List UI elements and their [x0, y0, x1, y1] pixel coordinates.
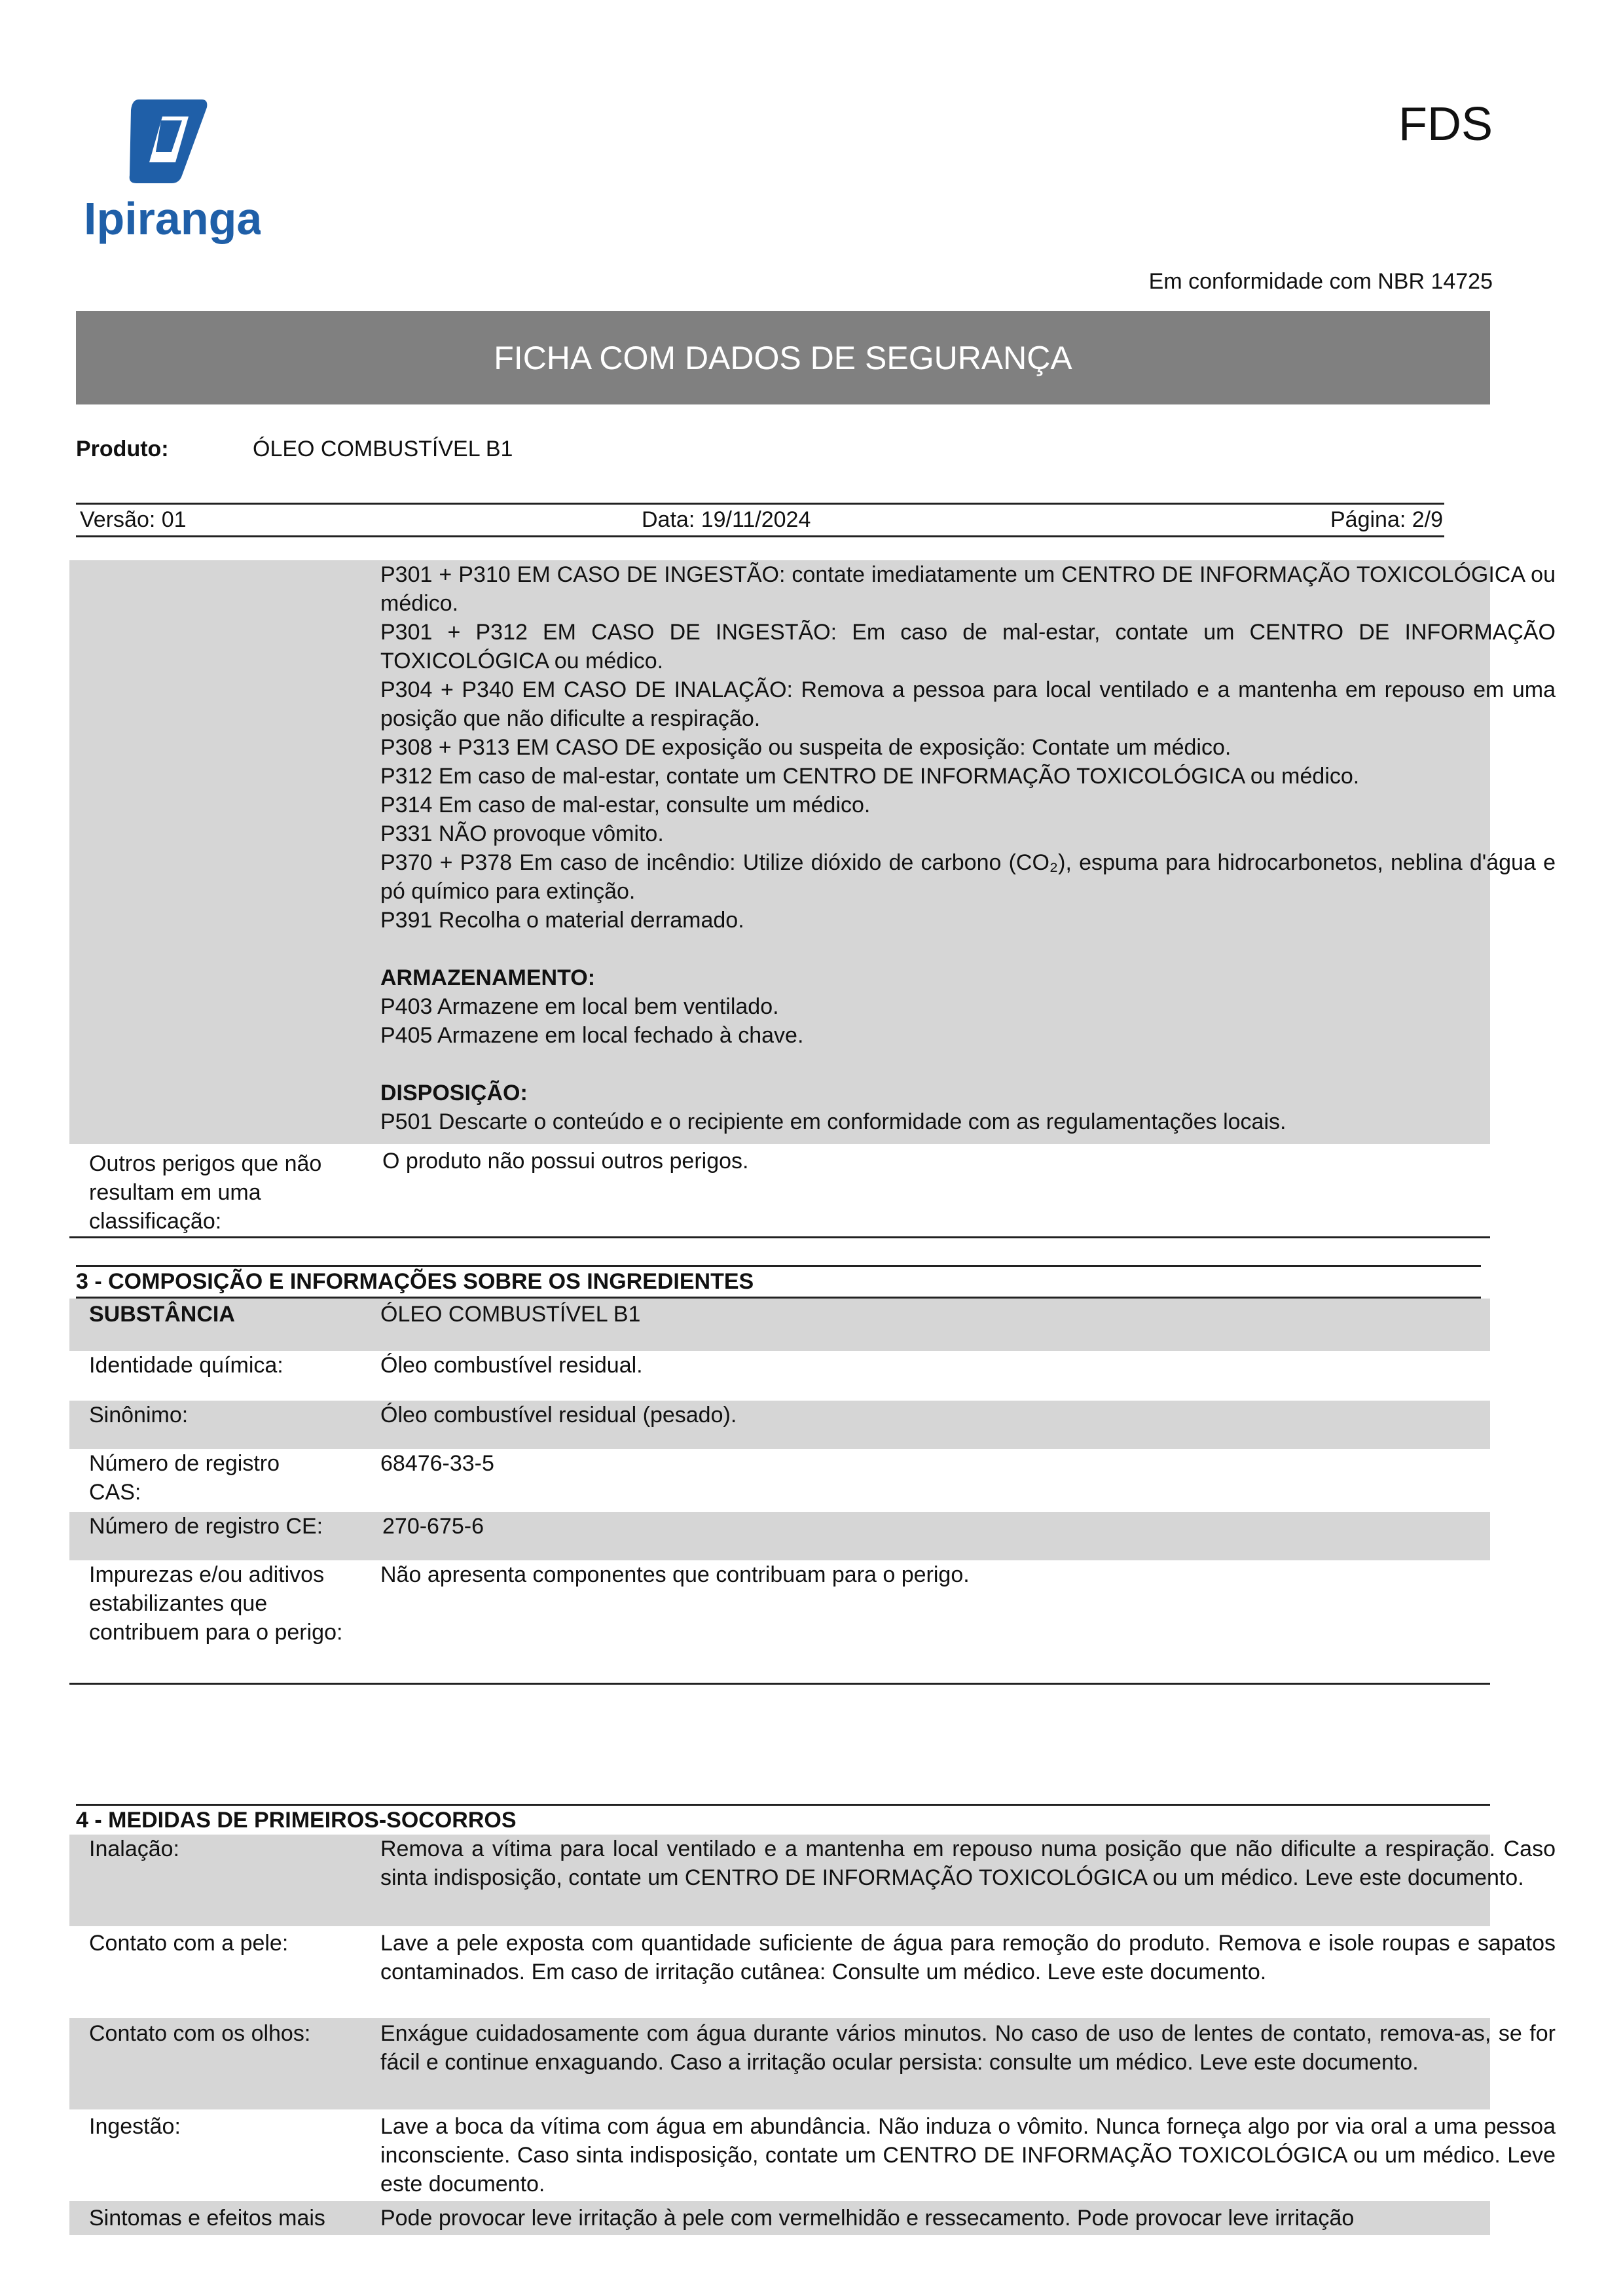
- version-top-rule: [76, 503, 1444, 505]
- row-value: Pode provocar leve irritação à pele com vermelhidão e ressecamento. Pode provocar leve irritação: [380, 2206, 1355, 2231]
- row-label: Inalação:: [89, 1837, 179, 1861]
- precaution-line: P314 Em caso de mal-estar, consulte um médico.: [380, 793, 871, 817]
- row-label: Ingestão:: [89, 2114, 181, 2139]
- row-value: Óleo combustível residual (pesado).: [380, 1403, 737, 1427]
- row-label: Sinônimo:: [89, 1403, 189, 1427]
- section3-title: 3 - COMPOSIÇÃO E INFORMAÇÕES SOBRE OS INGREDIENTES: [76, 1269, 754, 1294]
- storage-title: ARMAZENAMENTO:: [380, 965, 596, 990]
- row-label: Número de registro CAS:: [89, 1451, 280, 1505]
- table-row: [69, 1926, 1556, 2018]
- product-line: [76, 435, 1490, 463]
- table-row: [69, 1560, 1490, 1682]
- row-label: Identidade química:: [89, 1353, 283, 1378]
- precaution-text: [380, 560, 1556, 1136]
- row-label: Impurezas e/ou aditivos estabilizantes que contribuem para o perigo:: [89, 1562, 343, 1645]
- precaution-line: P308 + P313 EM CASO DE exposição ou suspeita de exposição: Contate um médico.: [380, 735, 1231, 760]
- other-hazards-value: O produto não possui outros perigos.: [382, 1149, 749, 1174]
- precaution-line: P301 + P310 EM CASO DE INGESTÃO: contate imediatamente um CENTRO DE INFORMAÇÃO TOXICOLÓGICA ou médico.: [380, 562, 1556, 616]
- product-name: ÓLEO COMBUSTÍVEL B1: [253, 437, 513, 461]
- product-label: Produto:: [76, 437, 169, 461]
- row-value: 270-675-6: [382, 1514, 484, 1539]
- page-number: Página: 2/9: [1330, 507, 1444, 532]
- table-row: [69, 1351, 1490, 1401]
- table-row: [69, 2018, 1556, 2109]
- row-label: Número de registro CE:: [89, 1514, 323, 1539]
- precaution-block: [69, 560, 1556, 1144]
- precaution-line: P331 NÃO provoque vômito.: [380, 821, 664, 846]
- row-label: Contato com a pele:: [89, 1931, 289, 1956]
- version-line: [80, 505, 1461, 534]
- table-row: [69, 1449, 1490, 1512]
- row-label: Sintomas e efeitos mais: [89, 2206, 325, 2231]
- storage-line: P405 Armazene em local fechado à chave.: [380, 1023, 804, 1048]
- version-text: Versão: 01: [80, 507, 187, 532]
- disposal-line: P501 Descarte o conteúdo e o recipiente em conformidade com as regulamentações locais.: [380, 1109, 1286, 1134]
- table-row: [69, 1835, 1556, 1926]
- table-row: [69, 1299, 1490, 1351]
- table-row: [69, 2201, 1490, 2235]
- row-value: Remova a vítima para local ventilado e a mantenha em repouso numa posição que não dificulte a respiração. Caso sinta indisposição, contate um CENTRO DE INFORMAÇÃO TOXICOLÓGICA ou um médico. Leve este documento.: [380, 1837, 1556, 1890]
- table-row: [69, 1512, 1490, 1560]
- section-rule: [69, 1236, 1490, 1238]
- section4-title: 4 - MEDIDAS DE PRIMEIROS-SOCORROS: [76, 1808, 517, 1833]
- row-label: Contato com os olhos:: [89, 2021, 311, 2046]
- version-bottom-rule: [76, 535, 1444, 537]
- precaution-line: P301 + P312 EM CASO DE INGESTÃO: Em caso de mal-estar, contate um CENTRO DE INFORMAÇÃO TOXICOLÓGICA ou médico.: [380, 620, 1556, 673]
- spacer: [380, 1050, 1556, 1079]
- precaution-line: P370 + P378 Em caso de incêndio: Utilize dióxido de carbono (CO₂), espuma para hidrocarbonetos, neblina d'água e pó químico para extinção.: [380, 850, 1556, 904]
- table-row: [69, 1401, 1490, 1449]
- doc-code: FDS: [1398, 98, 1493, 151]
- other-hazards-row: [69, 1144, 1490, 1236]
- precaution-line: P312 Em caso de mal-estar, contate um CENTRO DE INFORMAÇÃO TOXICOLÓGICA ou médico.: [380, 764, 1360, 789]
- row-value: Lave a pele exposta com quantidade suficiente de água para remoção do produto. Remova e isole roupas e sapatos contaminados. Em caso de irritação cutânea: Consulte um médico. Leve este documento.: [380, 1931, 1556, 1984]
- row-value: Enxágue cuidadosamente com água durante vários minutos. No caso de uso de lentes de contato, remova-as, se for fácil e continue enxaguando. Caso a irritação ocular persista: consulte um médico. Leve este documento.: [380, 2021, 1556, 2075]
- conformity-note: Em conformidade com NBR 14725: [1148, 269, 1493, 294]
- spacer: [380, 935, 1556, 963]
- ipiranga-logo-icon: [84, 97, 261, 247]
- table-row: [69, 2109, 1556, 2201]
- disposal-title: DISPOSIÇÃO:: [380, 1081, 528, 1105]
- section-rule: [69, 1683, 1490, 1685]
- svg-text:Ipiranga: Ipiranga: [84, 193, 261, 244]
- row-value: Não apresenta componentes que contribuam para o perigo.: [380, 1562, 970, 1587]
- storage-line: P403 Armazene em local bem ventilado.: [380, 994, 779, 1019]
- row-value: ÓLEO COMBUSTÍVEL B1: [380, 1302, 641, 1327]
- row-label: SUBSTÂNCIA: [89, 1302, 235, 1327]
- date-text: Data: 19/11/2024: [642, 507, 811, 532]
- other-hazards-label: Outros perigos que não resultam em uma classificação:: [89, 1151, 322, 1234]
- row-value: Óleo combustível residual.: [380, 1353, 643, 1378]
- row-value: 68476-33-5: [380, 1451, 494, 1476]
- title-banner: FICHA COM DADOS DE SEGURANÇA: [76, 311, 1490, 404]
- precaution-line: P391 Recolha o material derramado.: [380, 908, 744, 933]
- precaution-line: P304 + P340 EM CASO DE INALAÇÃO: Remova a pessoa para local ventilado e a mantenha em repouso em uma posição que não dificulte a respiração.: [380, 677, 1556, 731]
- row-value: Lave a boca da vítima com água em abundância. Não induza o vômito. Nunca forneça algo por via oral a uma pessoa inconsciente. Caso sinta indisposição, contate um CENTRO DE INFORMAÇÃO TOXICOLÓGICA ou um médico. Leve este documento.: [380, 2114, 1556, 2197]
- ipiranga-logo: [84, 97, 261, 247]
